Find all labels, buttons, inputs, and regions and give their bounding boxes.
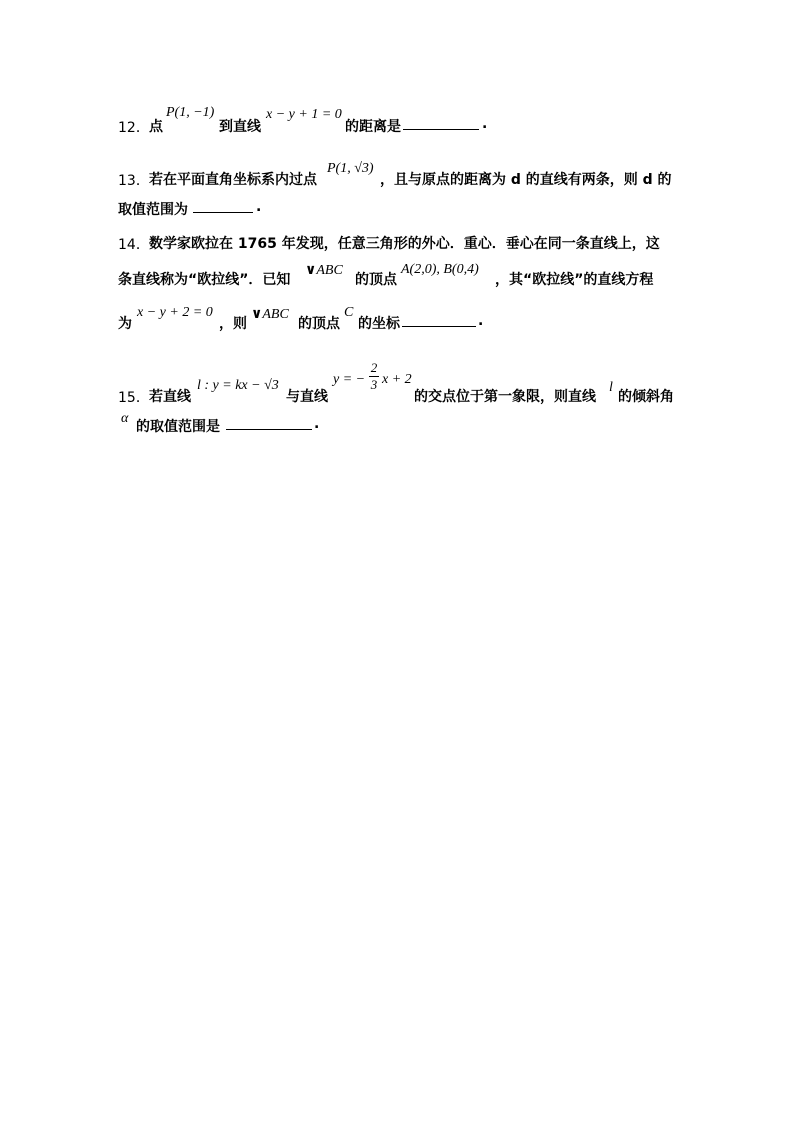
- question-text: 与直线: [286, 389, 328, 405]
- answer-blank: [226, 428, 312, 430]
- triangle-symbol: ∨: [305, 262, 317, 278]
- question-text: .: [314, 416, 320, 432]
- question-text: ，且与原点的距离为 d 的直线有两条，则 d 的: [380, 172, 672, 188]
- question-text: 的取值范围是: [136, 419, 220, 435]
- math-formula: x − y + 1 = 0: [266, 107, 342, 122]
- math-formula: x − y + 2 = 0: [137, 305, 213, 320]
- question-number: 13．: [118, 173, 150, 189]
- math-formula: l : y = kx − √3: [197, 378, 279, 393]
- triangle-label: ABC: [262, 307, 289, 322]
- question-number: 14．: [118, 237, 150, 253]
- answer-blank: [193, 211, 253, 213]
- question-number: 15．: [118, 390, 150, 406]
- question-text: 点: [149, 119, 163, 135]
- math-formula: [251, 306, 289, 323]
- question-text: .: [482, 116, 488, 132]
- math-formula: C: [344, 305, 354, 320]
- question-text: 取值范围为: [118, 202, 188, 218]
- question-text: 的坐标: [358, 316, 400, 332]
- fraction: [368, 360, 380, 393]
- triangle-symbol: ∨: [251, 306, 263, 322]
- math-formula: α: [121, 411, 129, 426]
- question-text: 的顶点: [298, 316, 340, 332]
- math-formula: A(2,0), B(0,4): [401, 262, 479, 277]
- question-text: .: [256, 199, 262, 215]
- fraction-numerator: 2: [370, 360, 378, 375]
- answer-blank: [403, 128, 479, 130]
- question-text: ，其“欧拉线”的直线方程: [495, 272, 654, 288]
- question-text: 为: [118, 316, 132, 332]
- question-text: 的倾斜角: [618, 389, 674, 405]
- question-text: ，则: [219, 316, 247, 332]
- question-text: 若在平面直角坐标系内过点: [149, 172, 317, 188]
- math-formula: P(1, √3): [327, 161, 374, 176]
- math-formula: [305, 262, 343, 279]
- question-number: 12．: [118, 120, 150, 136]
- answer-blank: [402, 325, 476, 327]
- math-formula: y = −: [333, 372, 366, 387]
- math-formula: l: [609, 380, 613, 395]
- question-text: 的交点位于第一象限，则直线: [414, 389, 596, 405]
- question-text: .: [478, 313, 484, 329]
- question-text: 的顶点: [355, 272, 397, 288]
- triangle-label: ABC: [316, 263, 343, 278]
- question-text: 若直线: [149, 389, 191, 405]
- question-text: 条直线称为“欧拉线”．已知: [118, 272, 291, 288]
- fraction-denominator: 3: [370, 377, 378, 392]
- question-text: 的距离是: [345, 119, 401, 135]
- math-formula: x + 2: [382, 372, 412, 387]
- question-text: 数学家欧拉在 1765 年发现，任意三角形的外心．重心．垂心在同一条直线上，这: [149, 236, 660, 252]
- question-text: 到直线: [219, 119, 261, 135]
- math-formula: P(1, −1): [166, 105, 215, 120]
